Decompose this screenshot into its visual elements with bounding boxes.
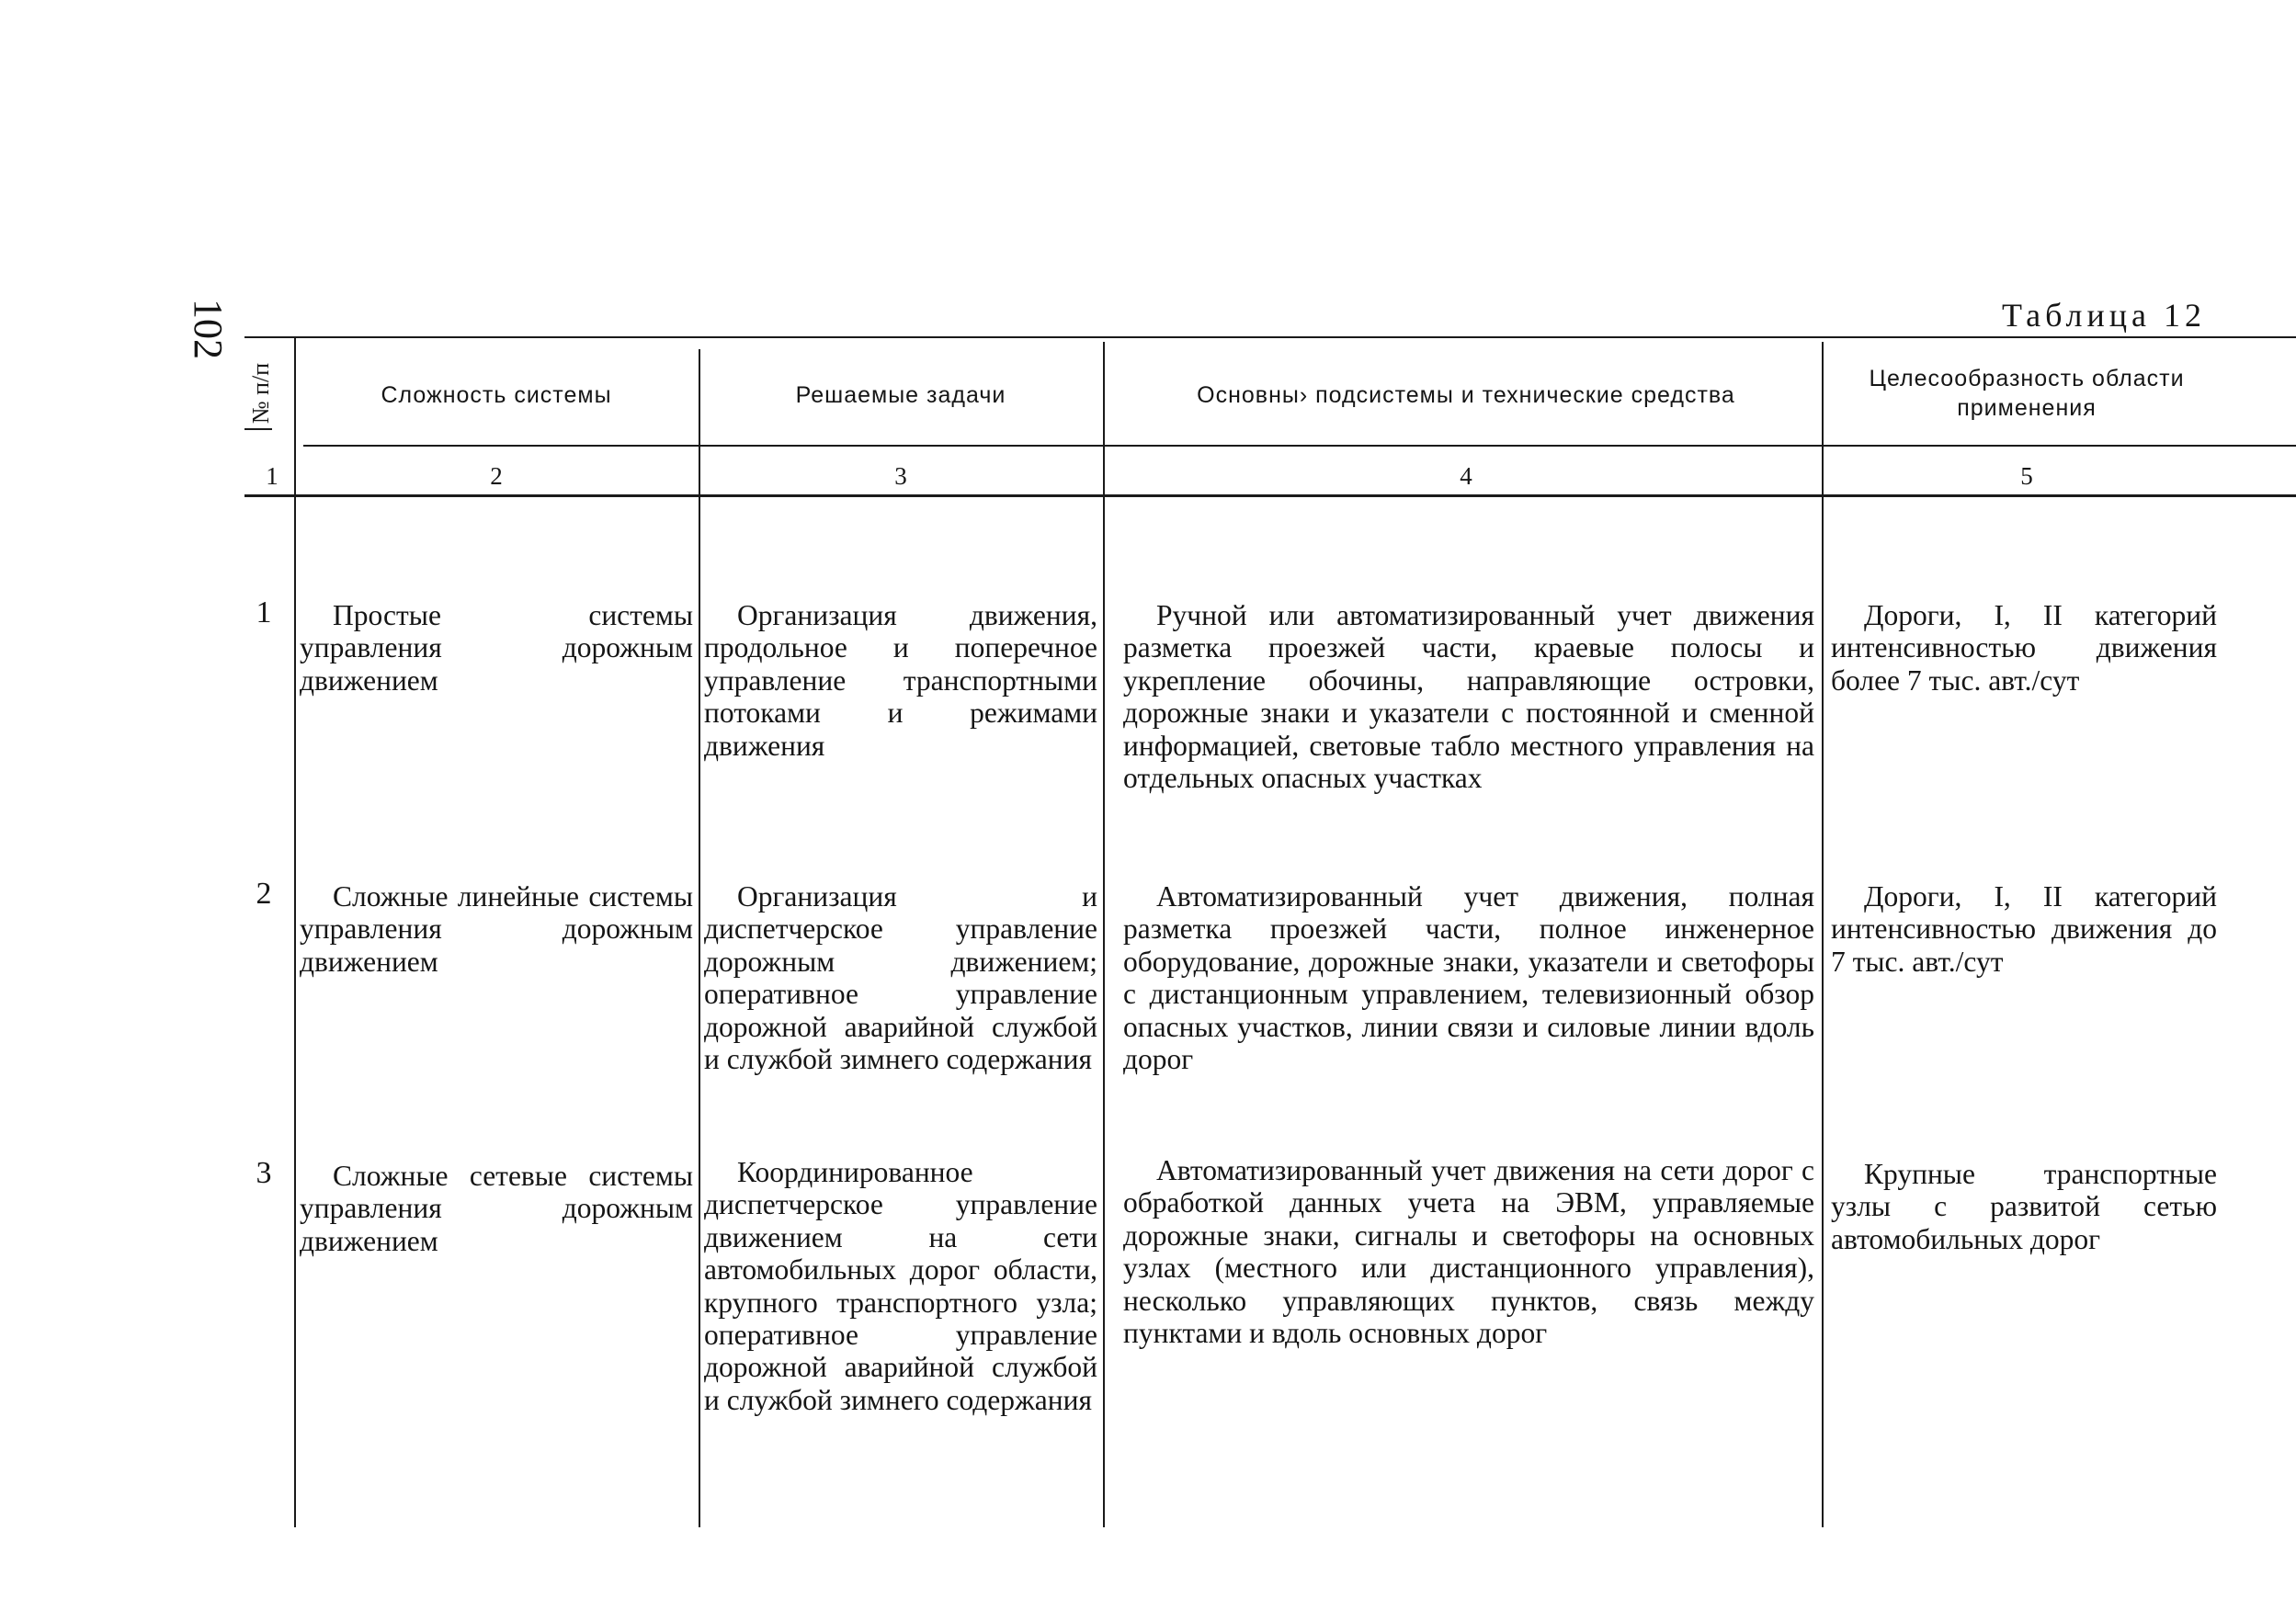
row-number: 3: [256, 1156, 272, 1190]
header-tasks: Решаемые задачи: [795, 382, 1006, 408]
column-number-4: 4: [1460, 462, 1472, 490]
column-rule-2: [699, 349, 700, 1527]
row-application: Крупные транспортные узлы с развитой сетью автомобильных дорог: [1831, 1158, 2217, 1255]
row-application: Дороги, I, II категорий интенсивностью движения более 7 тыс. авт./сут: [1831, 599, 2217, 697]
header-application-line2: применения: [1957, 395, 2097, 421]
table-top-rule: [244, 336, 2296, 338]
column-rule-4: [1822, 342, 1824, 1527]
row-complexity: Сложные линейные системы управления дорожным движением: [300, 880, 693, 978]
column-number-5: 5: [2020, 462, 2033, 490]
row-application: Дороги, I, II категорий интенсивностью движения до 7 тыс. авт./сут: [1831, 880, 2217, 978]
row-number: 2: [256, 877, 272, 911]
row-tasks: Координированное диспетчерское управление движением на сети автомобильных дорог области, крупного транспортного узла; оперативное управление дорожной аварийной службой и службой зимнего содержания: [704, 1156, 1097, 1416]
row-means: Ручной или автоматизированный учет движения разметка проезжей части, краевые полосы и укрепление обочины, направляющие островки, дорожные знаки и указатели с постоянной и сменной информацией, световые табло местного управления на отдельных опасных участках: [1123, 599, 1814, 795]
left-margin-rule: [244, 428, 272, 430]
row-tasks: Организация и диспетчерское управление дорожным движением; оперативное управление дорожной аварийной службой и службой зимнего содержания: [704, 880, 1097, 1076]
header-complexity: Сложность системы: [381, 382, 612, 408]
header-bottom-rule: [244, 494, 2296, 497]
header-num: № п/п: [247, 362, 274, 425]
column-number-2: 2: [490, 462, 503, 490]
row-means: Автоматизированный учет движения на сети дорог с обработкой данных учета на ЭВМ, управляемые дорожные знаки, сигналы и светофоры на основных узлах (местного или дистанционного управления), несколько управляющих пунктов, связь между пунктами и вдоль основных дорог: [1123, 1154, 1814, 1350]
row-number: 1: [256, 595, 272, 629]
header-means: Основны› подсистемы и технические средства: [1197, 382, 1735, 408]
header-application: [1829, 364, 2224, 423]
column-number-1: 1: [266, 462, 278, 490]
row-means: Автоматизированный учет движения, полная разметка проезжей части, полное инженерное оборудование, дорожные знаки, указатели и светофоры с дистанционным управлением, телевизионный обзор опасных участков, линии связи и силовые линии вдоль дорог: [1123, 880, 1814, 1076]
row-tasks: Организация движения, продольное и поперечное управление транспортными потоками и режимами движения: [704, 599, 1097, 762]
column-rule-3: [1103, 342, 1105, 1527]
header-divider: [303, 445, 2296, 447]
page-number: 102: [186, 299, 231, 359]
row-complexity: Сложные сетевые системы управления дорожным движением: [300, 1160, 693, 1257]
column-rule-1: [294, 336, 296, 1527]
column-number-3: 3: [894, 462, 907, 490]
header-application-line1: Целесообразность области: [1869, 366, 2185, 391]
row-complexity: Простые системы управления дорожным движением: [300, 599, 693, 697]
table-caption: Таблица 12: [2002, 297, 2206, 334]
